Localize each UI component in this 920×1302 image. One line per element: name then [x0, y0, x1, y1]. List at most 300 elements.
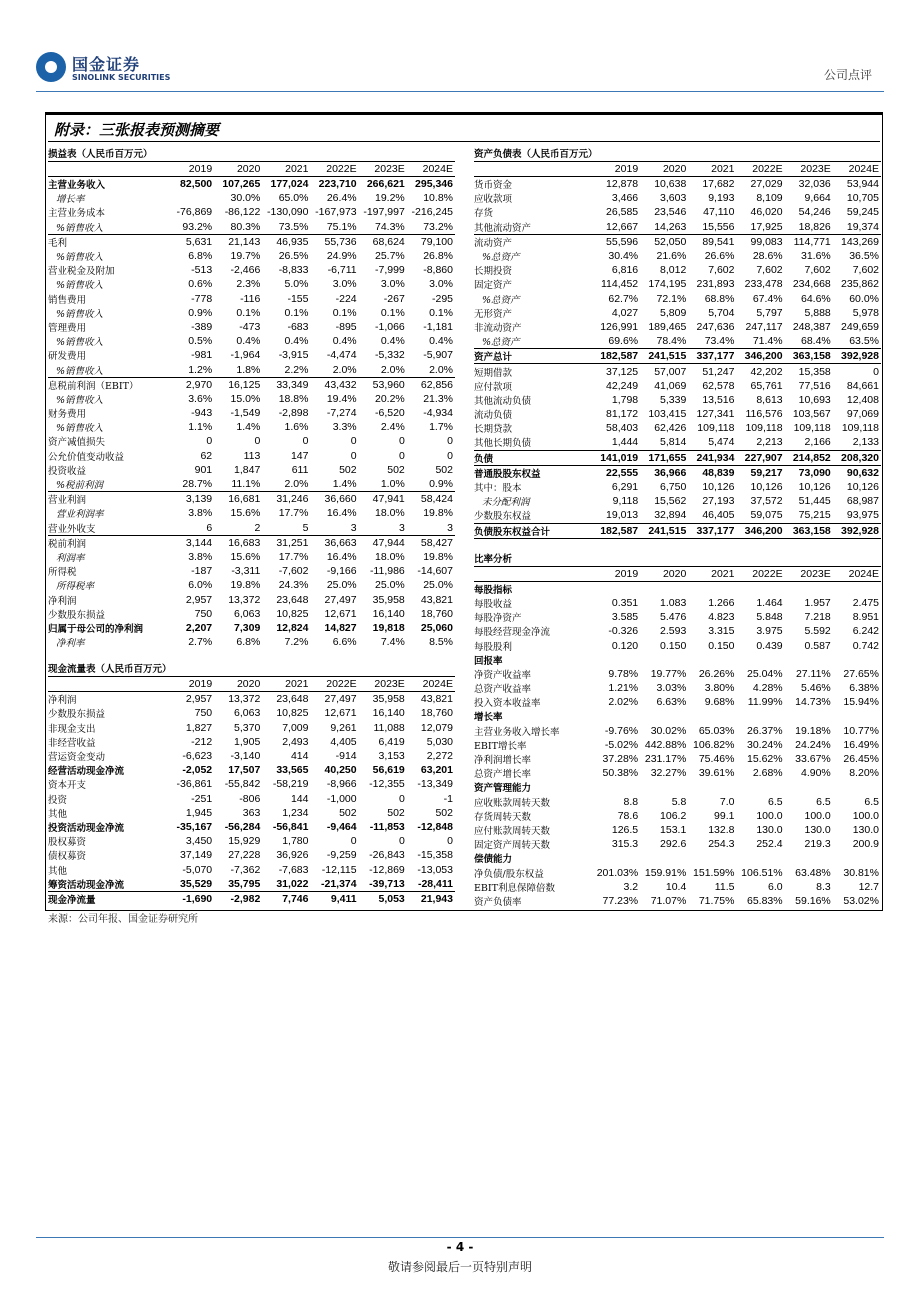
row-label: 固定资产	[474, 280, 513, 292]
value-cell: 23,546	[654, 206, 687, 219]
row-label: 存货周转天数	[474, 811, 532, 823]
value-cell: 19,818	[372, 621, 405, 634]
row-label: 短期借款	[474, 367, 513, 379]
value-cell: 25.7%	[375, 250, 405, 263]
row-label: %总资产	[482, 252, 520, 264]
value-cell: 0.4%	[284, 335, 309, 348]
value-cell: 337,177	[688, 349, 736, 364]
value-cell: 611	[291, 463, 309, 476]
value-cell: 64.6%	[801, 292, 831, 305]
value-cell: 21,943	[407, 891, 455, 906]
value-cell: 130.0	[804, 823, 831, 836]
value-cell: 15,562	[654, 495, 687, 508]
value-cell: 12,824	[276, 621, 309, 634]
value-cell: 26.5%	[278, 250, 309, 263]
value-cell: 5,704	[708, 306, 735, 319]
value-cell: 73.5%	[278, 220, 309, 233]
value-cell	[592, 581, 640, 596]
value-cell: 5.8	[671, 795, 687, 808]
value-cell: 25,060	[420, 621, 453, 634]
row-label: 资产总计	[474, 349, 592, 364]
table-row	[48, 392, 455, 406]
row-label: 其他	[48, 808, 68, 820]
value-cell: 59,217	[750, 466, 783, 479]
income-statement-title: 损益表（人民币百万元）	[48, 148, 455, 162]
table-row	[474, 234, 881, 249]
value-cell: -943	[191, 407, 213, 420]
value-cell: 1.083	[660, 596, 687, 609]
table-row	[474, 364, 881, 379]
value-cell: 26.8%	[423, 250, 453, 263]
value-cell: 30.24%	[747, 738, 783, 751]
value-cell: 90,632	[846, 466, 879, 479]
value-cell: 2,957	[185, 593, 213, 606]
value-cell	[688, 653, 736, 667]
value-cell: 59,075	[750, 509, 783, 522]
value-cell	[640, 851, 688, 865]
value-cell: 18,826	[798, 220, 831, 233]
value-cell: 107,265	[222, 178, 261, 191]
year-header-blank	[48, 162, 166, 177]
value-cell: 9,261	[330, 721, 357, 734]
value-cell: 16.49%	[843, 738, 879, 751]
value-cell: 8,613	[756, 393, 783, 406]
year-header-cell: 2023E	[785, 162, 833, 177]
value-cell: 8.20%	[849, 767, 879, 780]
value-cell: 6,419	[378, 735, 405, 748]
value-cell: 0	[447, 835, 453, 848]
value-cell: 11.1%	[231, 478, 261, 491]
value-cell: 16,681	[214, 492, 262, 507]
value-cell: 10,638	[654, 178, 687, 191]
value-cell: 106.82%	[693, 738, 735, 751]
value-cell	[785, 709, 833, 723]
value-cell: 103,415	[648, 408, 687, 421]
value-cell: 2,133	[852, 436, 879, 449]
value-cell: 109,118	[841, 422, 879, 435]
table-row	[474, 596, 881, 610]
value-cell: 6,063	[234, 607, 261, 620]
value-cell: 0.4%	[236, 335, 261, 348]
value-cell: 109,118	[745, 422, 783, 435]
value-cell: 27,497	[324, 693, 357, 706]
value-cell: 502	[435, 463, 453, 476]
table-row	[48, 891, 455, 906]
value-cell: 10,126	[798, 481, 831, 494]
value-cell: 3,153	[378, 750, 405, 763]
value-cell: 18.0%	[375, 550, 405, 563]
value-cell: 100.0	[852, 809, 879, 822]
value-cell: 0	[447, 449, 453, 462]
value-cell: 0	[398, 835, 405, 848]
row-label: 债权募资	[48, 851, 87, 863]
row-label: 净利润	[48, 595, 77, 607]
value-cell: 58,403	[606, 422, 639, 435]
row-label: 税前利润	[48, 535, 166, 550]
value-cell: 73.4%	[704, 335, 735, 348]
table-row	[474, 610, 881, 624]
table-row	[48, 564, 455, 578]
table-row	[474, 220, 881, 235]
value-cell: 17.7%	[278, 550, 309, 563]
table-row	[474, 809, 881, 823]
value-cell: 502	[387, 463, 405, 476]
value-cell: -5.02%	[604, 738, 639, 751]
value-cell: 392,928	[833, 523, 881, 538]
row-label: 无形资产	[474, 308, 513, 320]
value-cell	[833, 851, 881, 865]
row-label: 其他流动负债	[474, 395, 532, 407]
value-cell: 3,450	[185, 835, 213, 848]
value-cell	[736, 851, 784, 865]
value-cell: 15.94%	[843, 696, 879, 709]
table-row	[48, 607, 455, 621]
footer-divider	[36, 1237, 884, 1238]
value-cell: 62	[200, 449, 213, 462]
value-cell: 42,249	[606, 379, 639, 392]
value-cell: -8,966	[326, 778, 357, 791]
value-cell: 32.27%	[650, 767, 687, 780]
value-cell: 42,202	[750, 365, 783, 378]
row-label: 其他流动资产	[474, 222, 532, 234]
value-cell: 143,269	[833, 234, 881, 249]
value-cell	[592, 851, 640, 865]
row-label: 存货	[474, 208, 494, 220]
value-cell: -473	[239, 320, 261, 333]
value-cell: 72.1%	[656, 292, 687, 305]
value-cell: -28,411	[417, 877, 453, 890]
value-cell: 71.75%	[698, 894, 735, 907]
value-cell: 35,958	[372, 593, 405, 606]
row-label: 投入资本收益率	[474, 698, 541, 710]
value-cell: -1,964	[230, 349, 261, 362]
value-cell: 109,118	[697, 422, 735, 435]
table-row	[474, 508, 881, 523]
value-cell	[785, 581, 833, 596]
value-cell: -197,997	[363, 206, 405, 219]
value-cell: -39,713	[369, 877, 405, 890]
value-cell: 26.37%	[747, 724, 783, 737]
table-row	[48, 234, 455, 249]
right-column	[474, 148, 881, 908]
value-cell: -3,311	[231, 565, 261, 578]
value-cell: 47,110	[703, 206, 735, 219]
value-cell: -76,869	[176, 206, 213, 219]
year-header-blank	[474, 567, 592, 582]
value-cell: 7,602	[852, 264, 879, 277]
value-cell: 2.2%	[284, 363, 309, 376]
value-cell: -1,690	[166, 891, 214, 906]
value-cell: 56,619	[372, 764, 405, 777]
value-cell: 57,007	[654, 365, 687, 378]
value-cell: 33,565	[276, 764, 309, 777]
value-cell: 93,975	[846, 509, 879, 522]
value-cell: 15.62%	[747, 753, 783, 766]
value-cell: -21,374	[321, 877, 357, 890]
value-cell: -7,602	[278, 565, 309, 578]
value-cell: 17,682	[702, 178, 735, 191]
value-cell: 97,069	[846, 408, 879, 421]
value-cell: 78.4%	[656, 335, 687, 348]
table-row	[48, 692, 455, 707]
table-row	[474, 277, 881, 291]
value-cell: -55,842	[224, 778, 261, 791]
value-cell: 11.99%	[747, 696, 783, 709]
value-cell: 153.1	[660, 823, 687, 836]
value-cell: 25.0%	[423, 579, 453, 592]
value-cell: 109,118	[793, 422, 831, 435]
value-cell: 28.7%	[182, 478, 213, 491]
year-header-row	[48, 162, 455, 177]
value-cell: 80.3%	[230, 220, 261, 233]
value-cell: 0.5%	[188, 335, 213, 348]
table-row	[474, 709, 881, 723]
value-cell: 54,246	[798, 206, 831, 219]
value-cell: 15,358	[798, 365, 831, 378]
row-label: 净利润增长率	[474, 755, 532, 767]
value-cell: 5.46%	[801, 682, 831, 695]
value-cell: -212	[191, 735, 213, 748]
value-cell: 24.24%	[795, 738, 831, 751]
year-header-cell: 2020	[214, 162, 262, 177]
value-cell	[688, 780, 736, 794]
value-cell: 35,529	[180, 877, 213, 890]
year-header-cell: 2020	[640, 162, 688, 177]
value-cell: 2,970	[166, 377, 214, 392]
value-cell: 4.823	[708, 611, 735, 624]
table-row	[48, 463, 455, 477]
value-cell: -7,999	[375, 264, 405, 277]
document-type: 公司点评	[823, 68, 872, 82]
table-row	[474, 823, 881, 837]
value-cell: 174,195	[648, 278, 687, 291]
value-cell: 6.6%	[332, 636, 357, 649]
table-row	[48, 492, 455, 507]
value-cell: -3,140	[230, 750, 261, 763]
value-cell: 30.4%	[608, 250, 639, 263]
value-cell: 901	[194, 463, 213, 476]
value-cell: 30.81%	[843, 866, 879, 879]
value-cell: 30.02%	[650, 724, 687, 737]
value-cell: 35,795	[228, 877, 261, 890]
appendix-title: 附录：三张报表预测摘要	[54, 121, 220, 139]
value-cell: 26.4%	[326, 192, 357, 205]
value-cell: 0.1%	[284, 306, 309, 319]
value-cell: -9,464	[326, 820, 357, 833]
value-cell: 3.03%	[656, 682, 687, 695]
value-cell: 3.0%	[380, 278, 405, 291]
value-cell: 14,827	[324, 621, 357, 634]
row-label: %销售收入	[56, 394, 104, 406]
row-label: 财务费用	[48, 409, 87, 421]
value-cell: 46,935	[262, 234, 310, 249]
value-cell: -513	[191, 264, 213, 277]
value-cell: 58,424	[407, 492, 455, 507]
table-row	[474, 465, 881, 480]
value-cell: 12,408	[846, 393, 879, 406]
year-header-cell: 2022E	[736, 567, 784, 582]
value-cell: 8.3	[816, 880, 831, 893]
value-cell	[592, 709, 640, 723]
table-row	[48, 434, 455, 448]
value-cell: 5,474	[708, 436, 735, 449]
value-cell: 2,493	[282, 735, 309, 748]
value-cell: 0	[206, 435, 213, 448]
value-cell: -14,607	[417, 565, 453, 578]
value-cell	[833, 780, 881, 794]
value-cell: 35,958	[372, 693, 405, 706]
value-cell: 2.4%	[380, 421, 405, 434]
value-cell: 10,126	[846, 481, 879, 494]
left-column	[48, 148, 455, 906]
table-row	[474, 177, 881, 192]
value-cell: 25.0%	[375, 579, 405, 592]
value-cell: 103,567	[792, 408, 831, 421]
row-label: 增长率	[56, 194, 85, 206]
value-cell: -35,167	[176, 820, 213, 833]
value-cell: 25.04%	[747, 667, 783, 680]
value-cell: 5.0%	[284, 278, 309, 291]
row-label: 净利率	[56, 638, 85, 650]
income-statement-table	[48, 162, 455, 649]
year-header-cell: 2024E	[833, 162, 881, 177]
value-cell: 7,602	[804, 264, 831, 277]
row-label: %销售收入	[56, 280, 104, 292]
value-cell: 6.242	[852, 625, 879, 638]
value-cell: 130.0	[852, 823, 879, 836]
value-cell: 0	[873, 365, 879, 378]
value-cell: 15.6%	[230, 507, 261, 520]
table-row	[474, 865, 881, 879]
value-cell: 2.0%	[429, 363, 453, 376]
value-cell: 99.1	[714, 809, 735, 822]
value-cell: -0.326	[608, 625, 639, 638]
value-cell: 81,172	[606, 408, 639, 421]
value-cell: 6.38%	[849, 682, 879, 695]
value-cell: 247,117	[745, 320, 783, 333]
row-label: 应收款项	[474, 194, 513, 206]
table-row	[48, 320, 455, 334]
value-cell: 2.3%	[236, 278, 261, 291]
section-gap	[474, 539, 881, 553]
table-row	[48, 749, 455, 763]
value-cell: 241,515	[640, 349, 688, 364]
table-row	[474, 667, 881, 681]
value-cell: 26.26%	[698, 667, 735, 680]
value-cell: 292.6	[660, 838, 687, 851]
row-label: 资产减值损失	[48, 437, 106, 449]
table-row	[474, 349, 881, 364]
value-cell: 3.315	[708, 625, 735, 638]
table-row	[474, 320, 881, 334]
table-row	[48, 263, 455, 277]
value-cell: 10,705	[846, 192, 879, 205]
row-label: 总资产增长率	[474, 769, 532, 781]
value-cell: 27,228	[228, 849, 261, 862]
value-cell: 116,576	[745, 408, 783, 421]
value-cell: 6,291	[611, 481, 639, 494]
value-cell: 16.4%	[326, 550, 357, 563]
value-cell: 36.5%	[849, 250, 879, 263]
value-cell: 23,648	[276, 693, 309, 706]
value-cell: 3	[447, 521, 453, 534]
value-cell: 241,934	[688, 450, 736, 465]
table-row	[474, 494, 881, 508]
value-cell: 233,478	[744, 278, 783, 291]
value-cell: 68.4%	[801, 335, 831, 348]
value-cell: 1.21%	[608, 682, 639, 695]
value-cell: 2,213	[756, 436, 783, 449]
value-cell: 37,149	[180, 849, 213, 862]
value-cell: 36,660	[310, 492, 358, 507]
value-cell: 8,109	[756, 192, 783, 205]
year-header-cell: 2019	[166, 162, 214, 177]
value-cell: 27.65%	[843, 667, 879, 680]
value-cell: 4.90%	[801, 767, 831, 780]
value-cell	[640, 780, 688, 794]
table-row	[48, 862, 455, 876]
value-cell: 3.3%	[332, 421, 357, 434]
value-cell: 346,200	[736, 349, 784, 364]
row-label: 少数股东损益	[48, 709, 106, 721]
table-row	[474, 624, 881, 638]
value-cell: 78.6	[617, 809, 639, 822]
row-label: 净资产收益率	[474, 669, 532, 681]
value-cell: 2,957	[185, 693, 213, 706]
value-cell: -683	[287, 320, 309, 333]
value-cell: 182,587	[592, 523, 640, 538]
value-cell: -1,000	[326, 792, 357, 805]
value-cell: 82,500	[180, 178, 213, 191]
value-cell: 363,158	[785, 349, 833, 364]
value-cell: 8.5%	[429, 636, 453, 649]
value-cell	[833, 709, 881, 723]
value-cell: 79,100	[407, 234, 455, 249]
value-cell: 3,603	[660, 192, 687, 205]
row-label: 应收账款周转天数	[474, 797, 551, 809]
value-cell	[166, 191, 214, 205]
table-row	[474, 681, 881, 695]
value-cell: 201.03%	[596, 866, 639, 879]
value-cell: 31,246	[262, 492, 310, 507]
value-cell: 363,158	[785, 523, 833, 538]
value-cell: 17,925	[750, 220, 783, 233]
row-label: %销售收入	[56, 308, 104, 320]
cashflow-statement-title: 现金流量表（人民币百万元）	[48, 663, 455, 677]
table-row	[474, 638, 881, 652]
table-row	[48, 506, 455, 520]
ratio-analysis-title: 比率分析	[474, 553, 881, 567]
value-cell: -2,466	[230, 264, 261, 277]
value-cell: -5,070	[182, 863, 213, 876]
value-cell: 71.4%	[752, 335, 783, 348]
table-row	[474, 837, 881, 851]
value-cell: 18.8%	[278, 392, 309, 405]
value-cell: -7,362	[230, 863, 261, 876]
row-label: 普通股股东权益	[474, 468, 541, 480]
value-cell: 0.742	[852, 639, 879, 652]
value-cell: 33.67%	[795, 753, 831, 766]
row-label: 非经营收益	[48, 737, 96, 749]
value-cell: -12,355	[369, 778, 405, 791]
row-label: 每股指标	[474, 584, 513, 596]
value-cell: 16,125	[214, 377, 262, 392]
value-cell: 74.3%	[375, 220, 405, 233]
value-cell	[640, 653, 688, 667]
table-row	[474, 766, 881, 780]
value-cell	[688, 709, 736, 723]
value-cell: -12,115	[321, 863, 357, 876]
